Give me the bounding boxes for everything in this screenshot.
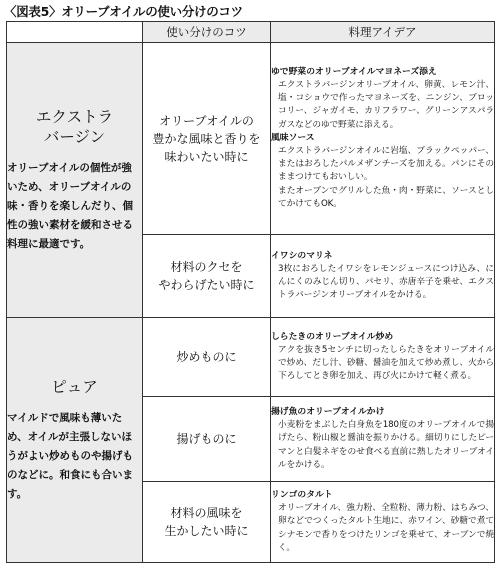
page-title: 〈図表5〉オリーブオイルの使い分けのコツ xyxy=(4,4,243,19)
type-name: ピュア xyxy=(51,377,98,396)
recipe-body: 小麦粉をまぶした白身魚を180度のオリーブオイルで揚げたら、粉山椒と醤油を振りかける。細切りにしたピーマンと白髪ネギをのせ食べる直前に熱したオリーブオイルをかける。 xyxy=(278,420,494,470)
recipe-title: イワシのマリネ xyxy=(271,250,333,261)
tip-cell: オリーブオイルの 豊かな風味と香りを 味わいたい時に xyxy=(143,43,271,235)
recipe-title: 風味ソース xyxy=(271,132,315,143)
tip-cell: 材料のクセを やわらげたい時に xyxy=(143,235,271,318)
type-cell-extra-virgin xyxy=(7,43,143,318)
recipe-title: リンゴのタルト xyxy=(271,490,333,501)
tip-cell: 揚げものに xyxy=(143,397,271,482)
recipe-body: 3枚におろしたイワシをレモンジュースにつけ込み、にんにくのみじん切り、パセリ、赤唐辛子を乗せ、エクストラバージンオリーブオイルをかける。 xyxy=(278,263,494,301)
tip-cell: 炒めものに xyxy=(143,318,271,397)
header-corner xyxy=(7,22,143,43)
recipe-body: またオーブンでグリルした魚・肉・野菜に、ソースとしてかけてもOK。 xyxy=(278,185,494,209)
idea-cell xyxy=(271,482,495,563)
recipe-body: アクを抜き5センチに切ったしらたきをオリーブオイルで炒め、だし汁、砂糖、醤油を加えて炒め煮し、火から下ろしてとき卵を加え、再び火にかけて軽く煮る。 xyxy=(278,344,494,382)
recipe-title: ゆで野菜のオリーブオイルマヨネーズ添え xyxy=(271,67,437,78)
table-row xyxy=(7,43,495,235)
idea-cell xyxy=(271,235,495,318)
recipe-body: エクストラバージンオリーブオイル、卵黄、レモン汁、塩・コショウで作ったマヨネーズを、ニンジン、ブロッコリー、ジャガイモ、カリフラワー、グリーンアスパラガスなどのゆで野菜に添える。 xyxy=(278,80,494,130)
recipe-title: 揚げ魚のオリーブオイルかけ xyxy=(271,407,385,418)
tip-cell: 材料の風味を 生かしたい時に xyxy=(143,482,271,563)
idea-cell xyxy=(271,318,495,397)
recipe-body: エクストラバージンオイルに岩塩、ブラックペッパー、またはおろしたパルメザンチーズを加える。パンにそのままつけてもおいしい。 xyxy=(278,145,494,183)
table-header-row xyxy=(7,22,495,43)
type-name: エクストラ バージン xyxy=(35,107,114,146)
idea-cell xyxy=(271,43,495,235)
type-description: オリーブオイルの個性が強いため、オリーブオイルの味・香りを楽しんだり、個性の強い素材を緩和させる料理に最適です。 xyxy=(7,161,133,250)
recipe-body: オリーブオイル、強力粉、全粒粉、薄力粉、はちみつ、卵などでつくったタルト生地に、赤ワイン、砂糖で煮てシナモンで香りをつけたリンゴを乗せて、オーブンで焼く。 xyxy=(278,503,494,553)
olive-oil-usage-table xyxy=(6,21,495,563)
header-ideas: 料理アイデア xyxy=(271,22,495,43)
recipe-title: しらたきのオリーブオイル炒め xyxy=(271,331,394,342)
type-description: マイルドで風味も薄いため、オイルが主張しないほうがよい炒めものや揚げものなどに。和食にも合います。 xyxy=(7,411,133,500)
type-cell-pure xyxy=(7,318,143,563)
idea-cell xyxy=(271,397,495,482)
table-row xyxy=(7,318,495,397)
header-tips: 使い分けのコツ xyxy=(143,22,271,43)
